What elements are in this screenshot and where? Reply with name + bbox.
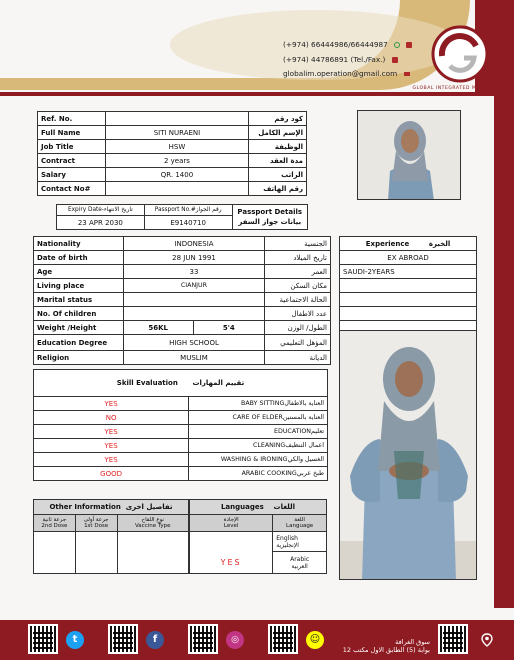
table-row [190,515,327,532]
passport-table [56,204,308,230]
full-body-photo [339,330,477,580]
contract-value: 2 years [105,154,248,168]
children-label: No. Of children [34,307,124,321]
religion-label-ar: الديانة [265,351,331,365]
qr-code-instagram[interactable] [188,624,218,654]
contract-label: Contract [38,154,106,168]
arabic-en: Arabic [290,555,310,563]
language-level-value [190,532,273,574]
education-label: Education Degree [34,335,124,351]
table-row [34,515,189,532]
nationality-label: Nationality [34,237,124,251]
contact-phones [283,40,412,49]
address-line1: سوق الغرافة [395,638,430,646]
age-value: 33 [123,265,264,279]
experience-title-en: Experience [365,239,410,248]
fullname-label-ar: الإسم الكامل [249,126,307,140]
col-first-dose-en: 1st Dose [84,523,109,529]
salary-label-ar: الراتب [249,168,307,182]
table-row [34,370,328,397]
jobtitle-value: HSW [105,140,248,154]
salary-value: QR. 1400 [105,168,248,182]
skill-value: NO [34,411,189,425]
twitter-icon[interactable]: t [66,631,84,649]
table-row [34,411,328,425]
qr-code-twitter[interactable] [28,624,58,654]
skill-label: EDUCATIONتعليم [189,425,328,439]
table-row [34,351,331,365]
table-row [34,453,328,467]
age-label-ar: العمر [265,265,331,279]
col-vaccine-type [117,515,189,532]
email-text[interactable]: globalim.operation@gmail.com [283,69,398,78]
marital-value [123,293,264,307]
living-label-ar: مكان السكن [265,279,331,293]
experience-title-ar: الخبرة [428,239,451,248]
col-language-ar: اللغة [294,517,305,523]
whatsapp-icon [394,42,400,48]
address-line2: بوابة (5) الطابق الاول مكتب 12 [342,646,430,654]
ref-value [105,112,248,126]
contact-value [105,182,248,196]
skill-label: CLEANINGاعمال التنظيف [189,439,328,453]
ref-label: Ref. No. [38,112,106,126]
table-row [34,425,328,439]
col-second-dose-ar: جرعة ثانية [42,517,67,523]
weight-value: 56KL [123,321,193,335]
table-row [34,500,189,515]
vaccine-type-value [117,532,189,574]
experience-row [340,279,477,293]
skills-table [33,369,328,481]
skill-value: YES [34,453,189,467]
age-label: Age [34,265,124,279]
skills-title-ar: تقييم المهارات [192,379,245,387]
other-info-title-en: Other Information [49,503,121,511]
col-second-dose-en: 2nd Dose [41,523,68,529]
skills-title-en: Skill Evaluation [116,379,178,387]
experience-row: EX ABROAD [340,251,477,265]
table-row [34,251,331,265]
personal-info-table [37,111,307,196]
other-info-title-ar: تفاصيل اخرى [125,503,173,511]
table-row [34,397,328,411]
marital-label: Marital status [34,293,124,307]
experience-row [340,307,477,321]
passport-section-ar: بيانات جواز السفر [238,218,302,226]
fullname-label: Full Name [38,126,106,140]
phones-text: (+974) 66444986/66444987 [283,40,388,49]
dob-value: 28 JUN 1991 [123,251,264,265]
experience-row: SAUDI-2YEARS [340,265,477,279]
education-label-ar: المؤهل التعليمي [265,335,331,351]
skill-label: WASHING & IRONINGالغسيل والكي [189,453,328,467]
passport-section-label [232,205,307,230]
table-row [340,293,477,307]
experience-row [340,293,477,307]
table-row [38,168,307,182]
education-value: HIGH SCHOOL [123,335,264,351]
logo-caption: GLOBAL INTEGRATED MANPOWER [412,86,504,91]
table-row [34,439,328,453]
skill-value: YES [34,425,189,439]
telfax-text: (+974) 44786891 (Tel./Fax.) [283,55,386,64]
full-body-figure [340,331,477,580]
details-table [33,236,331,365]
passport-number-label: Passport No.#رقم الجواز [144,205,232,216]
english-ar: الإنجليزية [276,541,299,549]
second-dose-value [34,532,76,574]
marital-label-ar: الحالة الاجتماعية [265,293,331,307]
table-row [38,126,307,140]
religion-value: MUSLIM [123,351,264,365]
table-row [340,237,477,251]
ref-label-ar: كود رقم [249,112,307,126]
skills-header [34,370,328,397]
contact-email [283,69,410,78]
qr-code-snapchat[interactable] [268,624,298,654]
fax-icon [392,57,398,63]
table-row [34,265,331,279]
skill-label: BABY SITTINGالعناية بالاطفال [189,397,328,411]
languages-title-en: Languages [220,503,264,511]
table-row [340,251,477,265]
languages-title-ar: اللغات [273,503,296,511]
table-row [34,335,331,351]
col-first-dose [75,515,117,532]
experience-header [340,237,477,251]
language-arabic [273,552,327,574]
language-english [273,532,327,552]
nationality-label-ar: الجنسية [265,237,331,251]
table-row [34,532,189,574]
address [330,638,430,654]
contact-telfax [283,55,398,64]
portrait-figure [358,111,461,200]
col-first-dose-ar: جرعة أولى [83,517,109,523]
table-row [57,205,308,216]
table-row [34,293,331,307]
english-en: English [276,534,298,542]
languages-header [190,500,327,515]
table-row [38,182,307,196]
weight-height-label: Weight /Height [34,321,124,335]
table-row [38,140,307,154]
mail-icon [404,72,410,76]
languages-table [189,499,327,574]
table-row [34,237,331,251]
jobtitle-label: Job Title [38,140,106,154]
salary-label: Salary [38,168,106,182]
religion-label: Religion [34,351,124,365]
col-level-ar: الإجادة [223,517,239,523]
table-row [34,307,331,321]
weight-height-label-ar: الطول/ الوزن [265,321,331,335]
col-second-dose [34,515,76,532]
table-row [34,321,331,335]
living-label: Living place [34,279,124,293]
location-pin-icon[interactable] [480,633,494,647]
col-level [190,515,273,532]
qr-code-facebook[interactable] [108,624,138,654]
passport-number-value: E9140710 [144,216,232,230]
company-logo [428,22,492,86]
living-value: CIANJUR [123,279,264,293]
dob-label-ar: تاريخ الميلاد [265,251,331,265]
children-label-ar: عدد الاطفال [265,307,331,321]
side-band [494,90,514,630]
col-level-en: Level [223,523,239,529]
table-row [340,279,477,293]
other-info-header [34,500,189,515]
table-row [38,154,307,168]
children-value [123,307,264,321]
nationality-value: INDONESIA [123,237,264,251]
phone-icon [406,42,412,48]
dob-label: Date of birth [34,251,124,265]
expiry-label: Expiry Date-تاريخ الانتهاء [57,205,145,216]
table-row [190,532,327,552]
contact-label-ar: رقم الهاتف [249,182,307,196]
arabic-ar: العربية [291,562,308,570]
other-info-table [33,499,189,574]
col-language-en: Language [286,523,314,529]
contact-label: Contact No# [38,182,106,196]
skill-label: ARABIC COOKINGطبخ عربي [189,467,328,481]
table-row [34,279,331,293]
jobtitle-label-ar: الوظيفة [249,140,307,154]
table-row [38,112,307,126]
instagram-icon[interactable]: ◎ [226,631,244,649]
skill-value: GOOD [34,467,189,481]
contract-label-ar: مدة العقد [249,154,307,168]
skill-label: CARE OF ELDERالعناية بالمسنين [189,411,328,425]
table-row [340,307,477,321]
table-row [34,467,328,481]
passport-section-en: Passport Details [237,208,303,216]
height-value: 5'4 [193,321,265,335]
facebook-icon[interactable]: f [146,631,164,649]
expiry-value: 23 APR 2030 [57,216,145,230]
col-language [273,515,327,532]
col-vaccine-type-ar: نوع اللقاح [141,517,164,523]
snapchat-icon[interactable]: ☺ [306,631,324,649]
portrait-photo [357,110,461,200]
fullname-value: SITI NURAENI [105,126,248,140]
table-row [340,265,477,279]
qr-code-location[interactable] [438,624,468,654]
first-dose-value [75,532,117,574]
table-row [190,500,327,515]
arabic-level: YES [220,558,242,567]
col-vaccine-type-en: Vaccine Type [134,523,171,529]
skill-value: YES [34,439,189,453]
skill-value: YES [34,397,189,411]
